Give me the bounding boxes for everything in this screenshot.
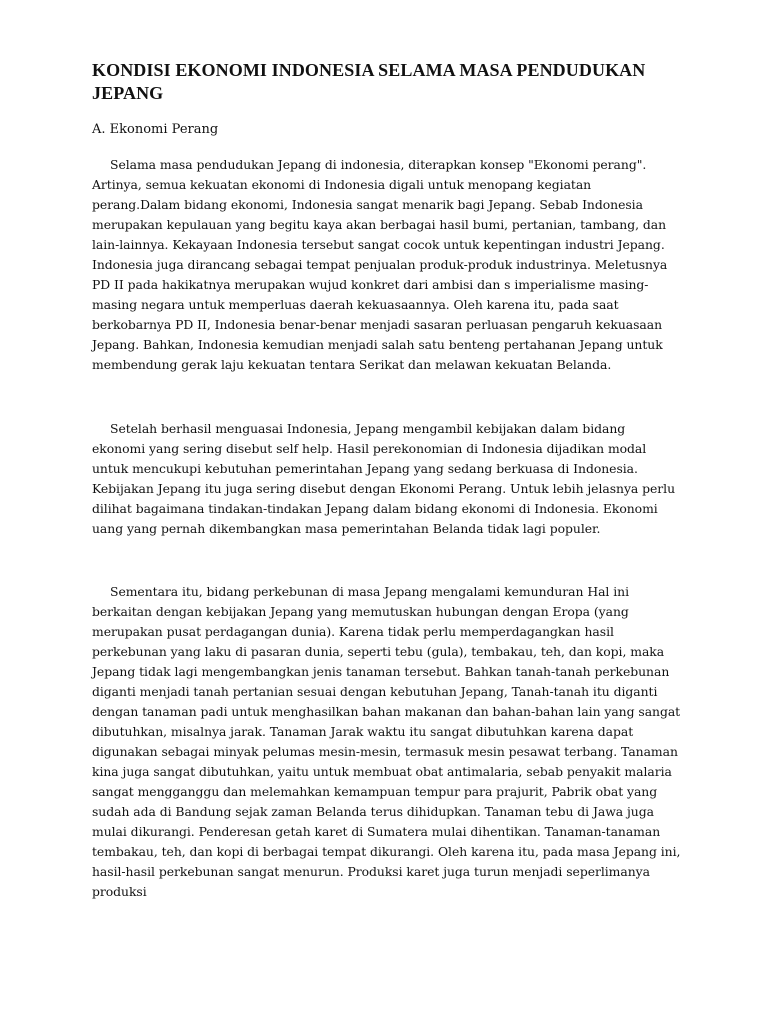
section-heading: A. Ekonomi Perang [92, 122, 219, 137]
document-title: KONDISI EKONOMI INDONESIA SELAMA MASA PENDUDUKAN JEPANG [92, 60, 646, 103]
paragraph-1: Selama masa pendudukan Jepang di indonesia, diterapkan konsep "Ekonomi perang". Artinya, semua kekuatan ekonomi di Indonesia digali untuk menopang kegiatan perang.Dalam bidang ekonomi, Indonesia sangat menarik bagi Jepang. Sebab Indonesia merupakan kepulauan yang begitu kaya akan berbagai hasil bumi, pertanian, tambang, dan lain-lainnya. Kekayaan Indonesia tersebut sangat cocok untuk kepentingan industri Jepang. Indonesia juga dirancang sebagai tempat penjualan produk-produk industrinya. Meletusnya PD II pada hakikatnya merupakan wujud konkret dari ambisi dan s imperialisme masing-masing negara untuk memperluas daerah kekuasaannya. Oleh karena itu, pada saat berkobarnya PD II, Indonesia benar-benar menjadi sasaran perluasan pengaruh kekuasaan Jepang. Bahkan, Indonesia kemudian menjadi salah satu benteng pertahanan Jepang untuk membendung gerak laju kekuatan tentara Serikat dan melawan kekuatan Belanda. [92, 157, 668, 372]
document-body [92, 59, 682, 902]
paragraph-2: Setelah berhasil menguasai Indonesia, Jepang mengambil kebijakan dalam bidang ekonomi yang sering disebut self help. Hasil perekonomian di Indonesia dijadikan modal untuk mencukupi kebutuhan pemerintahan Jepang yang sedang berkuasa di Indonesia. Kebijakan Jepang itu juga sering disebut dengan Ekonomi Perang. Untuk lebih jelasnya perlu dilihat bagaimana tindakan-tindakan Jepang dalam bidang ekonomi di Indonesia. Ekonomi uang yang pernah dikembangkan masa pemerintahan Belanda tidak lagi populer. [92, 421, 676, 536]
paragraph-3: Sementara itu, bidang perkebunan di masa Jepang mengalami kemunduran Hal ini berkaitan dengan kebijakan Jepang yang memutuskan hubungan dengan Eropa (yang merupakan pusat perdagangan dunia). Karena tidak perlu memperdagangkan hasil perkebunan yang laku di pasaran dunia, seperti tebu (gula), tembakau, teh, dan kopi, maka Jepang tidak lagi mengembangkan jenis tanaman tersebut. Bahkan tanah-tanah perkebunan diganti menjadi tanah pertanian sesuai dengan kebutuhan Jepang, Tanah-tanah itu diganti dengan tanaman padi untuk menghasilkan bahan makanan dan bahan-bahan lain yang sangat dibutuhkan, misalnya jarak. Tanaman Jarak waktu itu sangat dibutuhkan karena dapat digunakan sebagai minyak pelumas mesin-mesin, termasuk mesin pesawat terbang. Tanaman kina juga sangat dibutuhkan, yaitu untuk membuat obat antimalaria, sebab penyakit malaria sangat mengganggu dan melemahkan kemampuan tempur para prajurit, Pabrik obat yang sudah ada di Bandung sejak zaman Belanda terus dihidupkan. Tanaman tebu di Jawa juga mulai dikurangi. Penderesan getah karet di Sumatera mulai dihentikan. Tanaman-tanaman tembakau, teh, dan kopi di berbagai tempat dikurangi. Oleh karena itu, pada masa Jepang ini, hasil-hasil perkebunan sangat menurun. Produksi karet juga turun menjadi seperlimanya produksi [92, 584, 681, 899]
